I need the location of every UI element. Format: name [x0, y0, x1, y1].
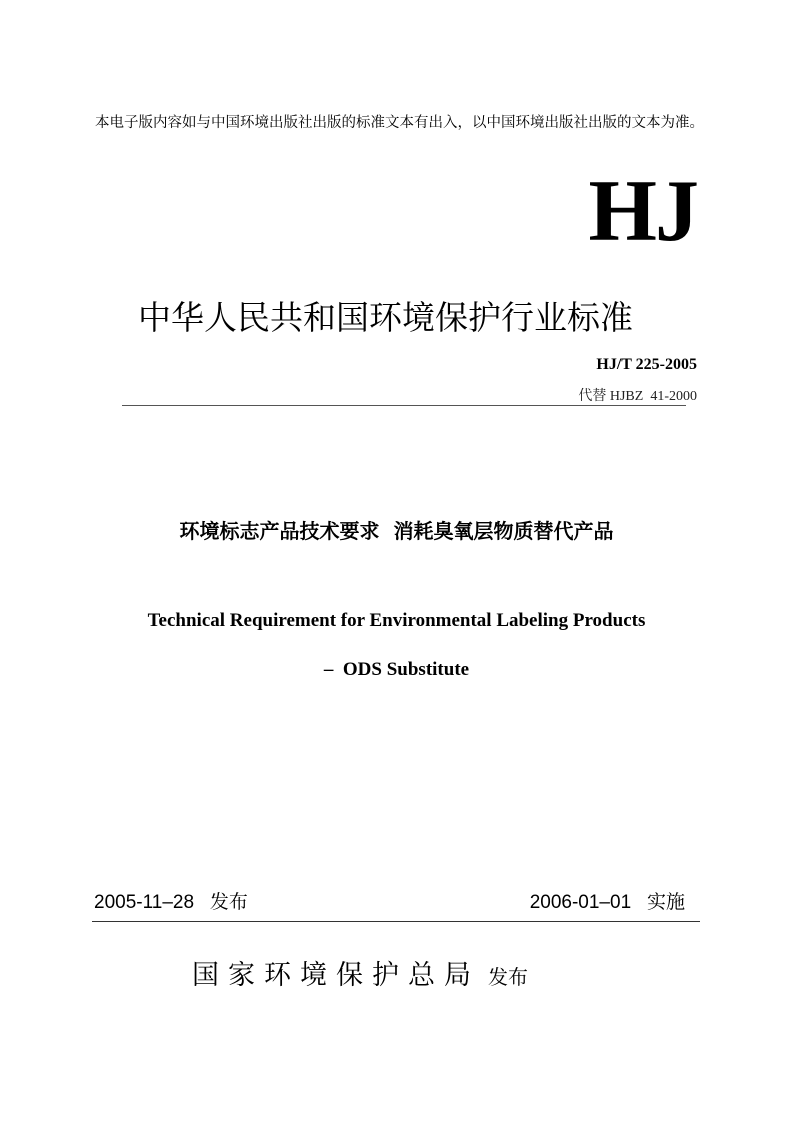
effective-date: 2006-01–01 — [529, 892, 632, 913]
chinese-title-part1: 环境标志产品技术要求 — [179, 521, 380, 543]
standard-category: 中华人民共和国环境保护行业标准 — [138, 299, 633, 336]
issue-date: 2005-11–28 — [94, 892, 195, 913]
english-subtitle: – ODS Substitute — [323, 659, 470, 680]
header-divider — [122, 405, 686, 406]
issue-label: 发布 — [209, 892, 248, 913]
effective-date-line — [530, 887, 685, 914]
electronic-version-notice: 本电子版内容如与中国环境出版社出版的标准文本有出入，以中国环境出版社出版的文本为准。 — [95, 115, 704, 131]
issuer-suffix: 发布 — [488, 967, 528, 989]
effective-label: 实施 — [646, 892, 685, 913]
hj-logo: HJ — [588, 163, 697, 260]
issuer-line — [192, 953, 528, 992]
issue-date-line — [94, 887, 248, 914]
footer-divider — [92, 921, 700, 922]
chinese-title — [0, 515, 793, 544]
replaces-standard: 代替 HJBZ 41-2000 — [578, 389, 697, 404]
issuer: 国家环境保护总局 — [192, 960, 480, 990]
standard-code: HJ/T 225-2005 — [596, 356, 697, 373]
chinese-title-part2: 消耗臭氧层物质替代产品 — [393, 521, 614, 543]
english-title: Technical Requirement for Environmental Labeling Products — [147, 610, 646, 631]
